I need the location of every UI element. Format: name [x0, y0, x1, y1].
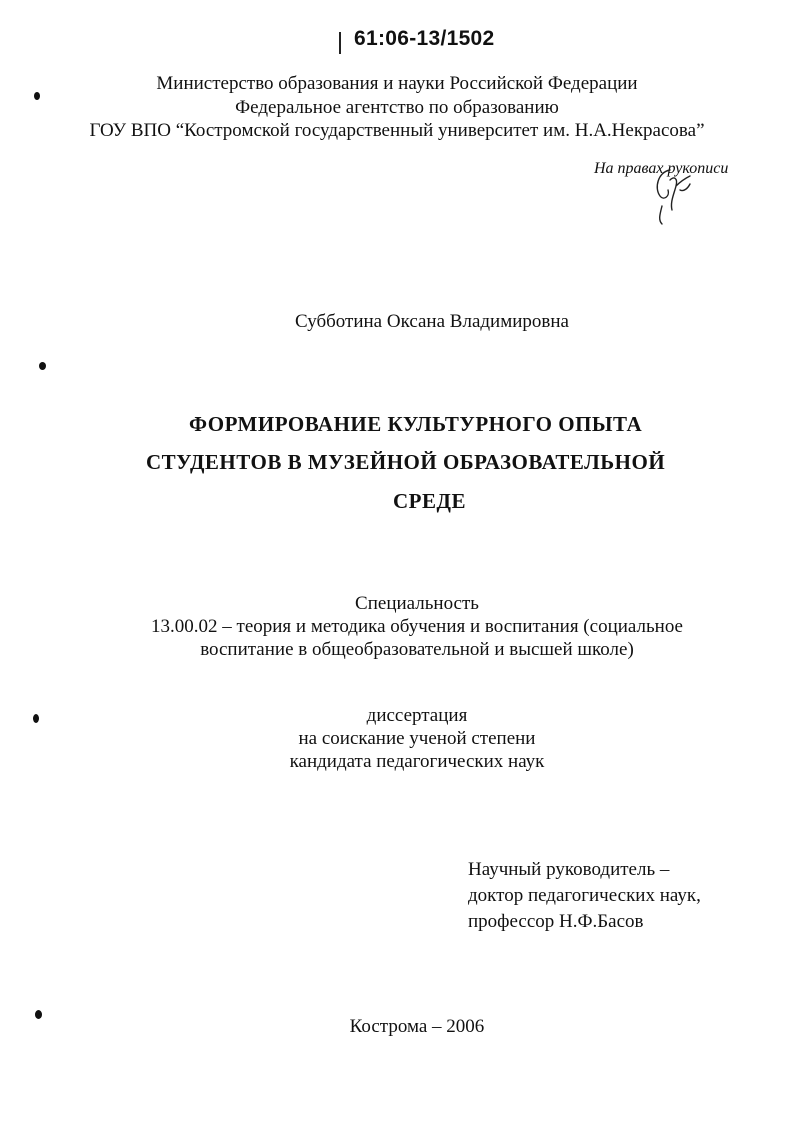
- university-line: ГОУ ВПО “Костромской государственный университет им. Н.А.Некрасова”: [89, 120, 705, 141]
- supervisor-line-1: Научный руководитель –: [468, 859, 670, 880]
- dissertation-line-1: диссертация: [366, 705, 468, 726]
- title-line-2: СТУДЕНТОВ В МУЗЕЙНОЙ ОБРАЗОВАТЕЛЬНОЙ: [146, 450, 666, 474]
- specialty-label: Специальность: [355, 593, 479, 614]
- punch-hole-mark: [34, 92, 40, 100]
- agency-line: Федеральное агентство по образованию: [235, 97, 559, 118]
- supervisor-block: [468, 857, 701, 935]
- author-name: Субботина Оксана Владимировна: [295, 311, 569, 332]
- archive-code: 61:06-13/1502: [354, 27, 495, 50]
- punch-hole-mark: [35, 1010, 42, 1019]
- title-line-3: СРЕДЕ: [393, 489, 466, 513]
- dissertation-line-2: на соискание ученой степени: [298, 728, 536, 749]
- archive-stamp-bar: [339, 32, 341, 54]
- manuscript-rights-note: На правах рукописи: [594, 160, 729, 177]
- punch-hole-mark: [39, 362, 46, 370]
- specialty-line-1: 13.00.02 – теория и методика обучения и воспитания (социальное: [151, 616, 683, 637]
- supervisor-line-3: профессор Н.Ф.Басов: [468, 911, 644, 932]
- title-line-1: ФОРМИРОВАНИЕ КУЛЬТУРНОГО ОПЫТА: [189, 412, 643, 436]
- specialty-line-2: воспитание в общеобразовательной и высшей школе): [200, 639, 634, 660]
- city-year: Кострома – 2006: [349, 1016, 485, 1037]
- supervisor-line-2: доктор педагогических наук,: [468, 885, 701, 906]
- dissertation-line-3: кандидата педагогических наук: [289, 751, 545, 772]
- punch-hole-mark: [33, 714, 39, 723]
- signature-icon: [640, 166, 700, 226]
- ministry-line: Министерство образования и науки Российской Федерации: [156, 73, 638, 94]
